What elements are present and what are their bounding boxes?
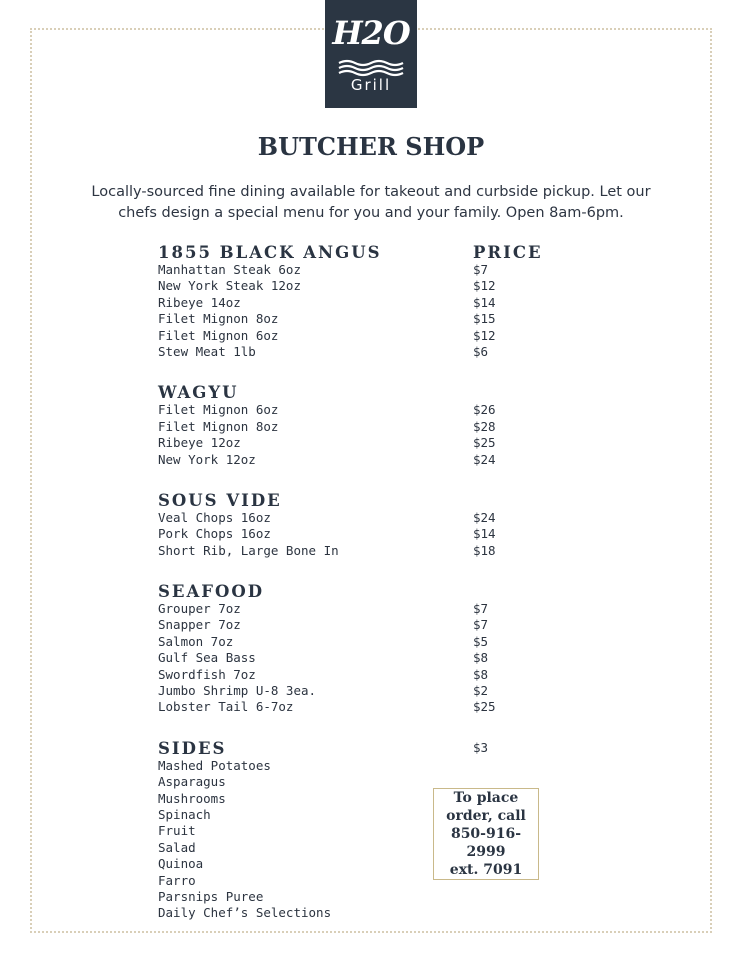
item-price: $5 bbox=[473, 633, 489, 649]
side-item: Daily Chef’s Selections bbox=[158, 905, 332, 921]
menu-item bbox=[158, 295, 558, 311]
item-price: $8 bbox=[473, 650, 489, 666]
menu-item bbox=[158, 419, 558, 435]
side-item: Mashed Potatoes bbox=[158, 757, 271, 773]
intro-paragraph: Locally-sourced fine dining available for takeout and curbside pickup. Let our chefs design a special menu for you and your family. Open 8am-6pm. bbox=[91, 184, 651, 221]
menu-item bbox=[158, 344, 558, 360]
item-name: New York 12oz bbox=[158, 451, 256, 467]
menu-item bbox=[158, 617, 558, 633]
item-name: Filet Mignon 6oz bbox=[158, 402, 279, 418]
item-name: Lobster Tail 6-7oz bbox=[158, 699, 294, 715]
side-item: Farro bbox=[158, 872, 196, 888]
section-heading: WAGYU bbox=[158, 383, 239, 403]
menu-item bbox=[158, 328, 558, 344]
item-price: $24 bbox=[473, 451, 496, 467]
side-item: Quinoa bbox=[158, 856, 204, 872]
order-line-1: To place bbox=[453, 790, 519, 806]
menu-item bbox=[158, 650, 558, 666]
order-phone: 850-916-2999 bbox=[450, 826, 522, 860]
section-heading: SEAFOOD bbox=[158, 582, 265, 602]
section-wagyu bbox=[158, 382, 558, 468]
item-price: $24 bbox=[473, 509, 496, 525]
side-item: Fruit bbox=[158, 823, 196, 839]
item-price: $28 bbox=[473, 418, 496, 434]
menu-item bbox=[158, 683, 558, 699]
item-name: Filet Mignon 8oz bbox=[158, 418, 279, 434]
menu-item bbox=[158, 699, 558, 715]
item-price: $26 bbox=[473, 402, 496, 418]
item-name: Filet Mignon 8oz bbox=[158, 311, 279, 327]
menu-item bbox=[158, 435, 558, 451]
menu-item bbox=[158, 526, 558, 542]
item-price: $7 bbox=[473, 262, 489, 277]
item-name: Jumbo Shrimp U-8 3ea. bbox=[158, 683, 317, 699]
section-seafood bbox=[158, 581, 558, 716]
logo-grill-text: Grill bbox=[350, 76, 392, 94]
menu-item bbox=[158, 510, 558, 526]
side-item: Mushrooms bbox=[158, 790, 226, 806]
item-name: Swordfish 7oz bbox=[158, 666, 256, 682]
side-item: Spinach bbox=[158, 806, 211, 822]
item-name: Pork Chops 16oz bbox=[158, 526, 271, 542]
sides-price: $3 bbox=[473, 739, 489, 755]
item-price: $25 bbox=[473, 435, 496, 451]
menu-item bbox=[158, 634, 558, 650]
item-price: $25 bbox=[473, 699, 496, 715]
item-name: Ribeye 12oz bbox=[158, 435, 241, 451]
side-item: Asparagus bbox=[158, 774, 226, 790]
item-price: $7 bbox=[473, 601, 489, 617]
item-price: $15 bbox=[473, 311, 496, 327]
item-price: $6 bbox=[473, 343, 489, 359]
side-item: Salad bbox=[158, 839, 196, 855]
item-name: Salmon 7oz bbox=[158, 633, 234, 649]
menu-item bbox=[158, 543, 558, 559]
item-name: Snapper 7oz bbox=[158, 617, 241, 633]
item-name: New York Steak 12oz bbox=[158, 278, 301, 294]
section-black-angus bbox=[158, 242, 558, 360]
item-name: Short Rib, Large Bone In bbox=[158, 542, 339, 558]
item-price: $12 bbox=[473, 327, 496, 343]
section-heading: 1855 BLACK ANGUS bbox=[158, 243, 382, 262]
menu-item bbox=[158, 667, 558, 683]
menu-item bbox=[158, 262, 558, 278]
order-info-box bbox=[433, 788, 539, 880]
item-name: Ribeye 14oz bbox=[158, 294, 241, 310]
section-sous-vide bbox=[158, 490, 558, 559]
menu-item bbox=[158, 278, 558, 294]
logo bbox=[325, 0, 417, 108]
item-price: $18 bbox=[473, 542, 496, 558]
logo-h2o-text: H2O bbox=[332, 14, 410, 52]
menu-item bbox=[158, 402, 558, 418]
item-price: $14 bbox=[473, 526, 496, 542]
menu-item bbox=[158, 601, 558, 617]
section-heading: SOUS VIDE bbox=[158, 490, 282, 510]
section-heading: SIDES bbox=[158, 738, 227, 758]
waves-icon bbox=[337, 58, 405, 78]
item-name: Manhattan Steak 6oz bbox=[158, 262, 301, 277]
order-line-2: order, call bbox=[446, 808, 526, 824]
item-name: Stew Meat 1lb bbox=[158, 343, 256, 359]
item-name: Gulf Sea Bass bbox=[158, 650, 256, 666]
item-name: Filet Mignon 6oz bbox=[158, 327, 279, 343]
menu-item bbox=[158, 452, 558, 468]
price-heading: PRICE bbox=[473, 243, 543, 262]
order-extension: ext. 7091 bbox=[449, 862, 523, 878]
menu-item bbox=[158, 311, 558, 327]
item-price: $7 bbox=[473, 617, 489, 633]
item-price: $2 bbox=[473, 683, 489, 699]
page-title: BUTCHER SHOP bbox=[257, 132, 485, 161]
item-price: $8 bbox=[473, 666, 489, 682]
side-item: Parsnips Puree bbox=[158, 888, 264, 904]
item-name: Veal Chops 16oz bbox=[158, 509, 271, 525]
item-price: $12 bbox=[473, 278, 496, 294]
item-name: Grouper 7oz bbox=[158, 601, 241, 617]
item-price: $14 bbox=[473, 294, 496, 310]
